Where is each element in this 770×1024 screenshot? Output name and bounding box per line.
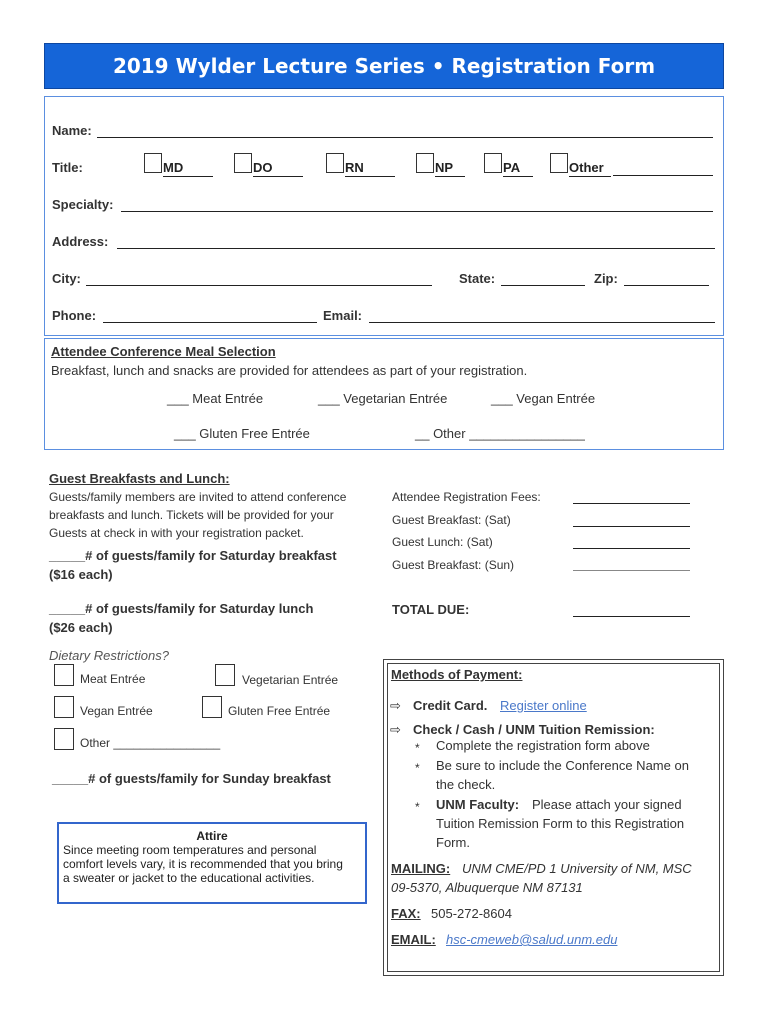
register-online-link[interactable]: Register online — [500, 698, 587, 713]
bullet-icon: * — [415, 800, 420, 814]
fee-sun-breakfast-field[interactable] — [573, 570, 690, 571]
fee-sat-breakfast-label: Guest Breakfast: (Sat) — [392, 513, 511, 527]
fee-sat-lunch-field[interactable] — [573, 548, 690, 549]
state-label: State: — [459, 271, 496, 286]
email-contact-link[interactable]: hsc-cmeweb@salud.unm.edu — [446, 932, 618, 947]
meal-option-gluten-free[interactable]: ___ Gluten Free Entrée — [174, 426, 310, 441]
dietary-heading: Dietary Restrictions? — [49, 648, 169, 663]
pa-label: PA — [503, 160, 533, 177]
payment-bullet-3a: Please attach your signed — [532, 797, 682, 812]
np-label: NP — [435, 160, 465, 177]
fee-sat-lunch-label: Guest Lunch: (Sat) — [392, 535, 493, 549]
payment-bullet-3c: Form. — [436, 835, 470, 850]
sat-breakfast-count[interactable]: _____# of guests/family for Saturday breakfast — [49, 548, 337, 563]
meal-description: Breakfast, lunch and snacks are provided for attendees as part of your registration. — [51, 363, 528, 378]
meal-option-meat[interactable]: ___ Meat Entrée — [167, 391, 264, 406]
dietary-meat-label: Meat Entrée — [80, 672, 146, 686]
form-title: 2019 Wylder Lecture Series • Registration Form — [112, 54, 656, 78]
md-label: MD — [163, 160, 213, 177]
unm-faculty-label: UNM Faculty: — [436, 797, 520, 812]
dietary-vegan-label: Vegan Entrée — [80, 704, 153, 718]
attire-heading: Attire — [196, 829, 228, 843]
title-label: Title: — [52, 160, 83, 175]
attire-text-3: a sweater or jacket to the educational activities. — [63, 871, 315, 885]
fax-value: 505-272-8604 — [431, 906, 512, 921]
guests-text-3: Guests at check in with your registration packet. — [49, 526, 304, 540]
fax-label: FAX: — [391, 906, 421, 921]
dietary-other-checkbox[interactable] — [54, 728, 74, 750]
dietary-other-label[interactable]: Other ________________ — [80, 736, 221, 750]
fee-sat-breakfast-field[interactable] — [573, 526, 690, 527]
payment-bullet-1: Complete the registration form above — [436, 738, 650, 753]
guests-text-2: breakfasts and lunch. Tickets will be provided for your — [49, 508, 334, 522]
dietary-gluten-free-label: Gluten Free Entrée — [228, 704, 331, 718]
arrow-icon: ⇨ — [390, 722, 401, 737]
city-label: City: — [52, 271, 81, 286]
registrant-info-section — [44, 96, 724, 336]
dietary-meat-checkbox[interactable] — [54, 664, 74, 686]
do-label: DO — [253, 160, 303, 177]
np-checkbox[interactable] — [416, 153, 434, 173]
name-field[interactable] — [97, 137, 713, 138]
email-field[interactable] — [369, 322, 715, 323]
guests-heading: Guest Breakfasts and Lunch: — [49, 471, 230, 486]
sat-breakfast-price: ($16 each) — [49, 567, 113, 582]
sat-lunch-price: ($26 each) — [49, 620, 113, 635]
dietary-gluten-free-checkbox[interactable] — [202, 696, 222, 718]
other-title-field[interactable] — [613, 175, 713, 176]
dietary-vegan-checkbox[interactable] — [54, 696, 74, 718]
bullet-icon: * — [415, 761, 420, 775]
arrow-icon: ⇨ — [390, 698, 401, 713]
payment-bullet-2b: the check. — [436, 777, 496, 792]
name-label: Name: — [52, 123, 92, 138]
mailing-line-1: UNM CME/PD 1 University of NM, MSC — [462, 861, 692, 876]
attire-text-1: Since meeting room temperatures and personal — [63, 843, 317, 857]
other-checkbox[interactable] — [550, 153, 568, 173]
total-due-field[interactable] — [573, 616, 690, 617]
specialty-field[interactable] — [121, 211, 713, 212]
state-field[interactable] — [501, 285, 585, 286]
sun-breakfast-count[interactable]: _____# of guests/family for Sunday breakfast — [52, 771, 331, 786]
address-field[interactable] — [117, 248, 715, 249]
form-title-banner — [44, 43, 724, 89]
zip-label: Zip: — [594, 271, 618, 286]
address-label: Address: — [52, 234, 109, 249]
do-checkbox[interactable] — [234, 153, 252, 173]
fee-attendee-field[interactable] — [573, 503, 690, 504]
check-cash-label: Check / Cash / UNM Tuition Remission: — [413, 722, 655, 737]
dietary-vegetarian-label: Vegetarian Entrée — [242, 673, 339, 687]
rn-checkbox[interactable] — [326, 153, 344, 173]
meal-option-other[interactable]: __ Other ________________ — [415, 426, 585, 441]
email-label: Email: — [323, 308, 363, 323]
attire-text-2: comfort levels vary, it is recommended that you bring — [63, 857, 343, 871]
fee-attendee-label: Attendee Registration Fees: — [392, 490, 541, 504]
phone-label: Phone: — [52, 308, 97, 323]
meal-heading: Attendee Conference Meal Selection — [51, 344, 276, 359]
meal-option-vegan[interactable]: ___ Vegan Entrée — [491, 391, 596, 406]
md-checkbox[interactable] — [144, 153, 162, 173]
payment-heading: Methods of Payment: — [391, 667, 523, 682]
bullet-icon: * — [415, 741, 420, 755]
rn-label: RN — [345, 160, 395, 177]
attire-box — [57, 822, 367, 904]
payment-bullet-3b: Tuition Remission Form to this Registration — [436, 816, 685, 831]
fee-sun-breakfast-label: Guest Breakfast: (Sun) — [392, 558, 515, 572]
meal-option-vegetarian[interactable]: ___ Vegetarian Entrée — [318, 391, 448, 406]
mailing-line-2: 09-5370, Albuquerque NM 87131 — [391, 880, 583, 895]
specialty-label: Specialty: — [52, 197, 114, 212]
total-due-label: TOTAL DUE: — [392, 602, 470, 617]
dietary-vegetarian-checkbox[interactable] — [215, 664, 235, 686]
pa-checkbox[interactable] — [484, 153, 502, 173]
credit-card-label: Credit Card. — [413, 698, 488, 713]
mailing-label: MAILING: — [391, 861, 451, 876]
email-contact-label: EMAIL: — [391, 932, 436, 947]
phone-field[interactable] — [103, 322, 317, 323]
guests-text-1: Guests/family members are invited to attend conference — [49, 490, 347, 504]
other-label: Other — [569, 160, 611, 177]
city-field[interactable] — [86, 285, 432, 286]
sat-lunch-count[interactable]: _____# of guests/family for Saturday lunch — [49, 601, 314, 616]
payment-bullet-2a: Be sure to include the Conference Name on — [436, 758, 689, 773]
zip-field[interactable] — [624, 285, 709, 286]
